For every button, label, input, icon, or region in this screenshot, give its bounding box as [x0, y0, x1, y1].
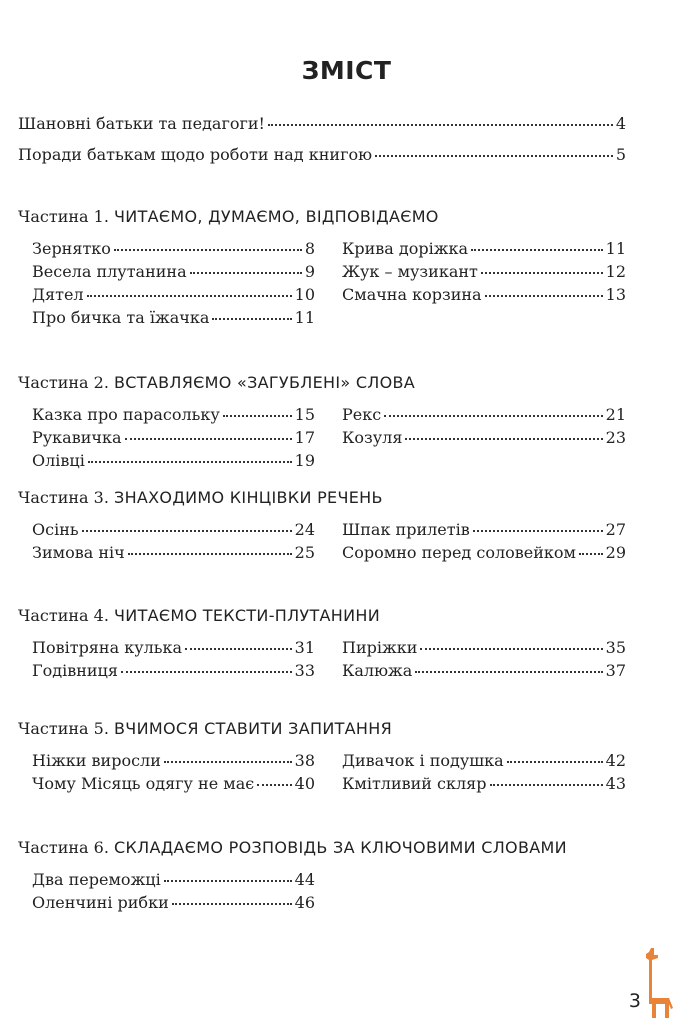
entry-page-number: 8 [304, 239, 315, 258]
entry-title: Пиріжки [342, 638, 418, 657]
entry-page-number: 35 [605, 638, 626, 657]
part-title: СКЛАДАЄМО РОЗПОВІДЬ ЗА КЛЮЧОВИМИ СЛОВАМИ [114, 838, 567, 857]
dot-leader [415, 671, 602, 673]
dot-leader [384, 415, 602, 417]
dot-leader [507, 761, 603, 763]
entry-title: Зимова ніч [32, 543, 125, 562]
toc-entry[interactable] [32, 893, 315, 912]
dot-leader [88, 461, 292, 463]
entry-page-number: 23 [605, 428, 626, 447]
entry-title: Поради батькам щодо роботи над книгою [18, 145, 373, 164]
part-title: ЧИТАЄМО ТЕКСТИ-ПЛУТАНИНИ [114, 606, 381, 625]
entry-title: Шановні батьки та педагоги! [18, 114, 265, 133]
part-prefix: Частина 3. [18, 488, 109, 507]
part-heading [18, 719, 392, 738]
entry-page-number: 10 [294, 285, 315, 304]
toc-entry[interactable] [32, 661, 315, 680]
dot-leader [473, 530, 603, 532]
entry-title: Чому Місяць одягу не має [32, 774, 255, 793]
entry-page-number: 15 [294, 405, 315, 424]
toc-entry[interactable] [32, 520, 315, 539]
entry-title: Рекс [342, 405, 382, 424]
entry-page-number: 12 [605, 262, 626, 281]
dot-leader [185, 648, 292, 650]
toc-entry[interactable] [342, 428, 626, 447]
entry-page-number: 40 [294, 774, 315, 793]
part-title: ВЧИМОСЯ СТАВИТИ ЗАПИТАННЯ [114, 719, 392, 738]
entry-page-number: 31 [294, 638, 315, 657]
entry-page-number: 24 [294, 520, 315, 539]
entry-title: Крива доріжка [342, 239, 469, 258]
toc-entry[interactable] [32, 638, 315, 657]
dot-leader [405, 438, 602, 440]
entry-page-number: 46 [294, 893, 315, 912]
toc-entry[interactable] [342, 774, 626, 793]
entry-title: Два переможці [32, 870, 161, 889]
dot-leader [82, 530, 292, 532]
dot-leader [481, 272, 603, 274]
entry-page-number: 11 [605, 239, 626, 258]
dot-leader [190, 272, 302, 274]
part-prefix: Частина 2. [18, 373, 109, 392]
entry-title: Повітряна кулька [32, 638, 183, 657]
entry-title: Олівці [32, 451, 85, 470]
dot-leader [420, 648, 602, 650]
entry-title: Весела плутанина [32, 262, 187, 281]
part-heading [18, 838, 567, 857]
intro-entry[interactable] [18, 114, 626, 133]
toc-entry[interactable] [342, 520, 626, 539]
dot-leader [125, 438, 292, 440]
dot-leader [172, 903, 292, 905]
dot-leader [164, 761, 292, 763]
entry-title: Казка про парасольку [32, 405, 220, 424]
entry-page-number: 33 [294, 661, 315, 680]
entry-title: Дивачок і подушка [342, 751, 504, 770]
entry-page-number: 21 [605, 405, 626, 424]
entry-page-number: 42 [605, 751, 626, 770]
entry-title: Зернятко [32, 239, 111, 258]
entry-page-number: 44 [294, 870, 315, 889]
toc-entry[interactable] [32, 870, 315, 889]
toc-entry[interactable] [342, 543, 626, 562]
entry-title: Рукавичка [32, 428, 122, 447]
toc-entry[interactable] [342, 239, 626, 258]
toc-entry[interactable] [32, 774, 315, 793]
dot-leader [257, 784, 291, 786]
entry-page-number: 4 [615, 114, 626, 133]
dot-leader [164, 880, 292, 882]
dot-leader [121, 671, 292, 673]
part-prefix: Частина 6. [18, 838, 109, 857]
page-title: ЗМІСТ [301, 56, 392, 85]
entry-page-number: 37 [605, 661, 626, 680]
intro-entry[interactable] [18, 145, 626, 164]
toc-entry[interactable] [32, 239, 315, 258]
entry-page-number: 29 [605, 543, 626, 562]
entry-page-number: 5 [615, 145, 626, 164]
entry-page-number: 17 [294, 428, 315, 447]
part-prefix: Частина 4. [18, 606, 109, 625]
entry-title: Смачна корзина [342, 285, 482, 304]
dot-leader [375, 155, 613, 157]
toc-entry[interactable] [32, 285, 315, 304]
part-title: ЧИТАЄМО, ДУМАЄМО, ВІДПОВІДАЄМО [114, 207, 439, 226]
entry-page-number: 38 [294, 751, 315, 770]
entry-title: Жук – музикант [342, 262, 478, 281]
entry-title: Кмітливий скляр [342, 774, 487, 793]
entry-page-number: 43 [605, 774, 626, 793]
part-prefix: Частина 1. [18, 207, 109, 226]
entry-title: Калюжа [342, 661, 413, 680]
entry-title: Оленчині рибки [32, 893, 169, 912]
toc-entry[interactable] [342, 262, 626, 281]
part-heading [18, 488, 383, 507]
part-heading [18, 373, 415, 392]
dot-leader [128, 553, 292, 555]
dot-leader [114, 249, 302, 251]
dot-leader [485, 295, 603, 297]
entry-title: Годівниця [32, 661, 118, 680]
entry-title: Козуля [342, 428, 403, 447]
part-title: ЗНАХОДИМО КІНЦІВКИ РЕЧЕНЬ [114, 488, 383, 507]
entry-title: Осінь [32, 520, 79, 539]
part-heading [18, 207, 439, 226]
dot-leader [490, 784, 603, 786]
toc-entry[interactable] [32, 262, 315, 281]
dot-leader [212, 318, 291, 320]
entry-page-number: 9 [304, 262, 315, 281]
entry-title: Дятел [32, 285, 84, 304]
giraffe-icon [643, 946, 679, 1022]
entry-title: Соромно перед соловейком [342, 543, 576, 562]
entry-title: Про бичка та їжачка [32, 308, 210, 327]
page-number: 3 [628, 990, 641, 1012]
toc-entry[interactable] [32, 543, 315, 562]
dot-leader [471, 249, 603, 251]
toc-entry[interactable] [342, 661, 626, 680]
toc-entry[interactable] [32, 451, 315, 470]
dot-leader [268, 124, 613, 126]
toc-entry[interactable] [32, 405, 315, 424]
entry-page-number: 25 [294, 543, 315, 562]
entry-page-number: 13 [605, 285, 626, 304]
dot-leader [223, 415, 292, 417]
entry-page-number: 27 [605, 520, 626, 539]
part-title: ВСТАВЛЯЄМО «ЗАГУБЛЕНІ» СЛОВА [114, 373, 416, 392]
toc-entry[interactable] [32, 751, 315, 770]
dot-leader [579, 553, 603, 555]
toc-entry[interactable] [342, 405, 626, 424]
entry-title: Ніжки виросли [32, 751, 161, 770]
entry-page-number: 19 [294, 451, 315, 470]
toc-entry[interactable] [342, 285, 626, 304]
toc-entry[interactable] [342, 638, 626, 657]
toc-entry[interactable] [342, 751, 626, 770]
toc-entry[interactable] [32, 428, 315, 447]
toc-entry[interactable] [32, 308, 315, 327]
dot-leader [87, 295, 292, 297]
part-prefix: Частина 5. [18, 719, 109, 738]
part-heading [18, 606, 380, 625]
entry-page-number: 11 [294, 308, 315, 327]
entry-title: Шпак прилетів [342, 520, 470, 539]
